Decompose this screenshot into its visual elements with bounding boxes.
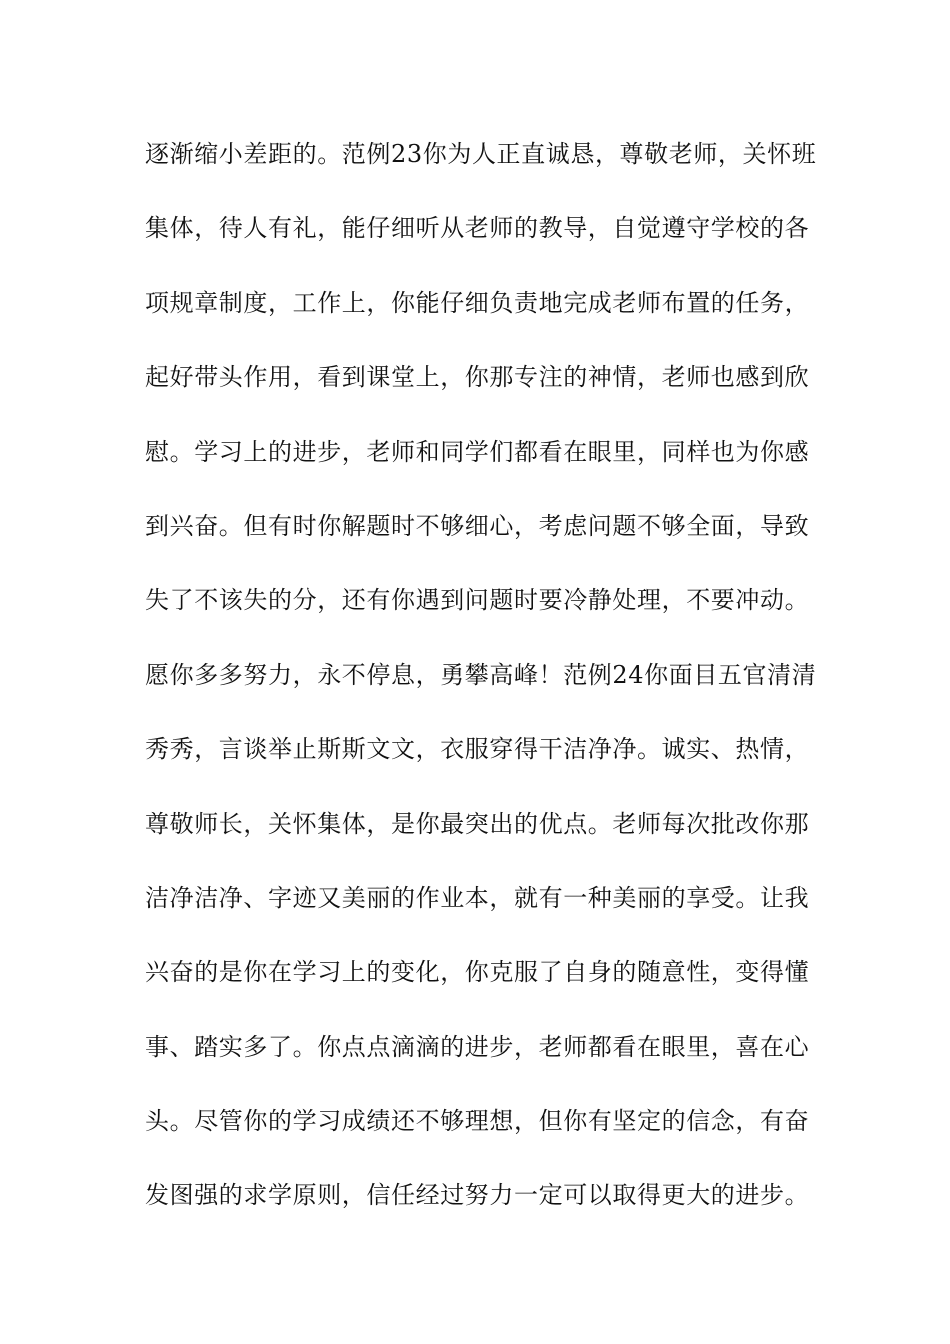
text-line: 失了不该失的分，还有你遇到问题时要冷静处理，不要冲动。	[145, 586, 810, 615]
text-line: 愿你多多努力，永不停息，勇攀高峰！范例24你面目五官清清	[145, 660, 817, 689]
text-line: 项规章制度，工作上，你能仔细负责地完成老师布置的任务，	[145, 288, 810, 317]
text-line: 慰。学习上的进步，老师和同学们都看在眼里，同样也为你感	[145, 437, 810, 466]
text-line: 到兴奋。但有时你解题时不够细心，考虑问题不够全面，导致	[145, 511, 810, 540]
text-line: 集体，待人有礼，能仔细听从老师的教导，自觉遵守学校的各	[145, 214, 810, 243]
text-line: 头。尽管你的学习成绩还不够理想，但你有坚定的信念，有奋	[145, 1107, 810, 1136]
text-line: 发图强的求学原则，信任经过努力一定可以取得更大的进步。	[145, 1181, 810, 1210]
text-line: 尊敬师长，关怀集体，是你最突出的优点。老师每次批改你那	[145, 809, 810, 838]
text-line: 兴奋的是你在学习上的变化，你克服了自身的随意性，变得懂	[145, 958, 810, 987]
text-line: 洁净洁净、字迹又美丽的作业本，就有一种美丽的享受。让我	[145, 883, 810, 912]
text-line: 起好带头作用，看到课堂上，你那专注的神情，老师也感到欣	[145, 363, 810, 392]
text-line: 逐渐缩小差距的。范例23你为人正直诚恳，尊敬老师，关怀班	[145, 140, 817, 168]
text-line: 秀秀，言谈举止斯斯文文，衣服穿得干洁净净。诚实、热情，	[145, 735, 810, 764]
body-text	[145, 131, 825, 1247]
text-line: 事、踏实多了。你点点滴滴的进步，老师都看在眼里，喜在心	[145, 1032, 810, 1061]
